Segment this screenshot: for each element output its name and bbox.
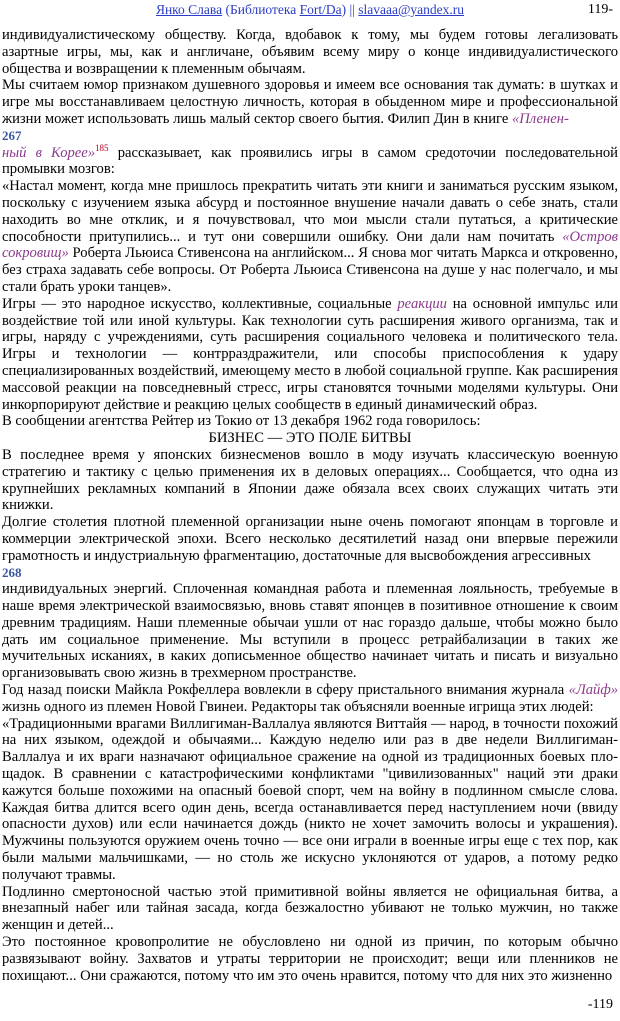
book-title-treasure-island: «Остров сокровищ» [2, 228, 618, 262]
paragraph-3 [2, 178, 618, 296]
paragraph-7 [2, 514, 618, 682]
body-text [2, 27, 618, 984]
paragraph-11: Это постоянное кровопролитие не обусловлено ни одной из причин, по которым обычно развязывают войну. Захватов и утраты территории не происходит; вещи или пленников не похищают... Они сражаются, потому что им это очень нравится, потому что для них это жизненно [2, 934, 618, 984]
email-link[interactable]: slavaaa@yandex.ru [358, 2, 465, 17]
paragraph-3-text-a: «Настал момент, когда мне пришлось прекратить читать эти книги и заниматься русским языком, поскольку с изучением языка абсурд и постоянное внушение начали давать о себе знать, стали находить во мне отклик, и я почувствовал, что мои мысли стали путаться, а критические способности притупились... и тут они совершили ошибку. Они дали нам почитать [2, 178, 618, 245]
header-center [0, 2, 620, 18]
paragraph-7-text-a: Долгие столетия плотной племенной организации ныне очень помогают японцам в торговле и коммерции электрической эпохи. Всего несколько десятилетий назад они впервые пережили грамотность и индустриальную фрагментацию, достаточные для высвобождения агрессивных [2, 514, 618, 564]
footer-page-number: -119 [587, 997, 613, 1012]
page-marker-267: 267 [2, 127, 22, 143]
paragraph-1: индивидуалистическому обществу. Когда, вдобавок к тому, мы будем готовы легализовать азартные игры, мы, как и англичане, объявим всему миру о конце индивидуалистического общества и возвращении к племенным обычаям. [2, 27, 618, 77]
term-reactions: реакции [397, 295, 447, 312]
magazine-title-life: «Лайф» [568, 682, 618, 699]
header-page-number: 119- [587, 2, 613, 17]
book-title-part-b: ный в Корее» [2, 144, 96, 161]
paragraph-3-text-b: Роберта Льюиса Стивенсона на английском... Я снова мог читать Маркса и откровенно, без страха задавать себе вопросы. От Роберта Льюиса Стивенсона на душе у нас полегчало, и мы стали брать уроки танцев». [2, 245, 618, 295]
paragraph-2-text-a: Мы считаем юмор признаком душевного здоровья и имеем все основания так думать: в шутках и игре мы восстанавливаем целостную личность, которая в обыденном мире и профессиональной жизни может использовать лишь малый сектор своего бытия. Филип Дин в книге [2, 77, 618, 127]
paragraph-8 [2, 682, 618, 716]
paragraph-8-text-b: жизнь одного из племен Новой Гвинеи. Редакторы так объясняли военные игрища этих людей: [2, 698, 594, 715]
paragraph-5: В сообщении агентства Рейтер из Токио от 13 декабря 1962 года говорилось: [2, 413, 481, 430]
paragraph-4-text-a: Игры — это народное искусство, коллективные, социальные [2, 295, 398, 312]
paragraph-2 [2, 77, 618, 178]
paragraph-4-text-b: на основной импульс или воздействие той или иной культуры. Как технологии суть расширения живого организма, так и игры, наряду с учреждениями, суть расширения социального человека и политического тела. Игры и технологии — контрраздражители, или способы приспособления к удару специализированных воздействий, имеющему место в любой социальной группе. Как расширения массовой реакции на повседневный стресс, игры становятся точными моделями культуры. Они инкорпорируют действие и реакцию целых сообществ в единый динамический образ. [2, 295, 618, 413]
paragraph-10: Подлинно смертоносной частью этой примитивной войны является не официальная битва, а внезапный набег или тайная засада, когда безжалостно убивают не только мужчин, но также женщин и детей... [2, 883, 618, 934]
page-marker-268: 268 [2, 564, 22, 580]
paragraph-4 [2, 296, 618, 414]
paragraph-9: «Традиционными врагами Виллигиман-Валлалуа являются Виттайя — народ, в точности похожий на них языком, одеждой и обычаями... Каждую неделю или раз в две недели Виллигиман-Валлалуа и их враги назначают официальное сражение на одной из традиционных боевых пло-щадок. В сравнении с катастрофическими конфликтами "цивилизованных" наций эти драки кажутся больше похожими на опасный боевой спорт, чем на войну в подлинном смысле слова. Каждая битва длится всего один день, всегда останавливается перед наступлением ночи (ввиду опасности духов) или если начинается дождь (никто не хочет замочить волосы и украшения). Мужчины пользуются оружием очень точно — все они играли в военные игры еще с тех пор, как были малыми мальчишками, — но столь же искусно уклоняются от ударов, а потому редко получают травмы. [2, 715, 618, 883]
paragraph-8-text-a: Год назад поиски Майкла Рокфеллера вовлекли в сферу пристального внимания журнала [2, 682, 569, 699]
footnote-ref-185[interactable]: 185 [95, 142, 109, 153]
author-link[interactable]: Янко Слава [155, 2, 223, 17]
section-heading: БИЗНЕС — ЭТО ПОЛЕ БИТВЫ [208, 430, 412, 447]
library-link[interactable]: Fort/Da [299, 2, 342, 17]
library-prefix: (Библиотека [222, 2, 300, 17]
library-suffix: ) || [341, 2, 359, 17]
paragraph-2-text-b: рассказывает, как проявились игры в самом средоточии последовательной промывки мозгов: [2, 144, 618, 178]
paragraph-7-text-b: индивидуальных энергий. Сплоченная командная работа и племенная лояльность, требуемые в наше время электрической взаимосвязью, вновь ставят японцев в позитивное отношение к своим древним традициям. Наши племенные обычаи ушли от нас гораздо дальше, чтобы можно было дать им социальное применение. Мы вступили в процесс ретрайбализации в таких же мучительных исканиях, в каких дописьменное общество начинает читать и писать и визуально организовывать свою жизнь в трехмерном пространстве. [2, 581, 618, 682]
running-header [0, 2, 620, 22]
book-title-part-a: «Пленен- [511, 110, 569, 127]
paragraph-6: В последнее время у японских бизнесменов вошло в моду изучать классическую военную стратегию и тактику с целью применения их в деловых операциях... Сообщается, что одна из крупнейших рекламных компаний в Японии даже обязала всех своих служащих читать эти книжки. [2, 446, 618, 514]
